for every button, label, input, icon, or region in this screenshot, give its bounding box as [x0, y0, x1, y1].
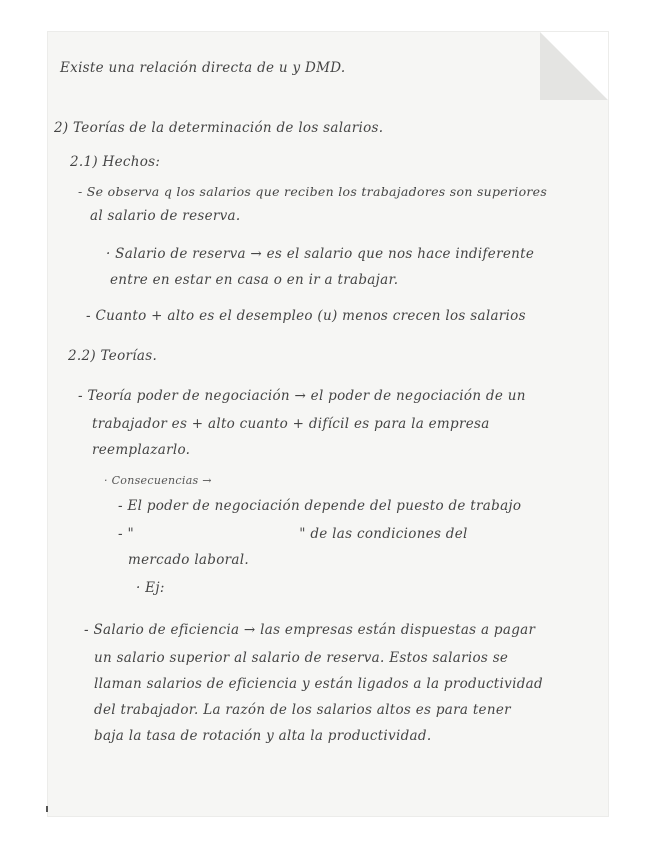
- heading-teorias-salarios: 2) Teorías de la determinación de los salarios.: [54, 120, 384, 136]
- line-hechos-1: - Se observa q los salarios que reciben los trabajadores son superiores: [78, 184, 548, 199]
- line-consecuencia-1: - El poder de negociación depende del puesto de trabajo: [118, 498, 522, 514]
- notebook-page: [48, 32, 608, 816]
- subheading-teorias: 2.2) Teorías.: [68, 348, 158, 364]
- page-fold-corner: [540, 32, 608, 100]
- line-reserva-1: · Salario de reserva → es el salario que nos hace indiferente: [106, 246, 535, 262]
- subheading-hechos: 2.1) Hechos:: [70, 154, 161, 170]
- line-hechos-2: al salario de reserva.: [90, 208, 241, 224]
- line-poder-2: trabajador es + alto cuanto + difícil es para la empresa: [92, 416, 490, 432]
- line-consecuencia-2: - " " de las condiciones del: [118, 526, 468, 542]
- line-eficiencia-2: un salario superior al salario de reserva. Estos salarios se: [94, 650, 509, 666]
- line-eficiencia-3: llaman salarios de eficiencia y están ligados a la productividad: [94, 676, 543, 692]
- line-poder-1: - Teoría poder de negociación → el poder de negociación de un: [78, 388, 526, 404]
- line-eficiencia-5: baja la tasa de rotación y alta la productividad.: [94, 728, 432, 744]
- line-eficiencia-1: - Salario de eficiencia → las empresas están dispuestas a pagar: [84, 622, 536, 638]
- line-eficiencia-4: del trabajador. La razón de los salarios altos es para tener: [94, 702, 511, 718]
- line-poder-3: reemplazarlo.: [92, 442, 191, 458]
- line-desempleo: - Cuanto + alto es el desempleo (u) menos crecen los salarios: [86, 308, 526, 324]
- line-reserva-2: entre en estar en casa o en ir a trabajar.: [110, 272, 399, 288]
- line-intro: Existe una relación directa de u y DMD.: [60, 60, 346, 76]
- line-consecuencias: · Consecuencias →: [104, 474, 212, 487]
- line-ejemplo: · Ej:: [136, 580, 165, 596]
- line-consecuencia-3: mercado laboral.: [128, 552, 249, 568]
- page-edge-mark: [46, 806, 48, 812]
